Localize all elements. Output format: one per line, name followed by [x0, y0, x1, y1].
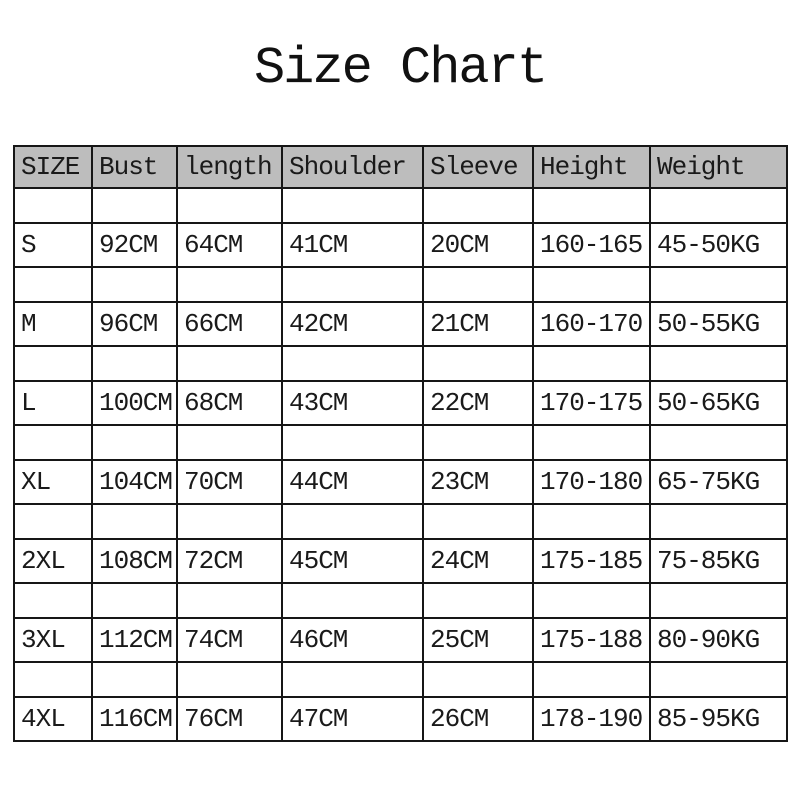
spacer-cell	[650, 188, 787, 223]
cell-shoulder: 45CM	[282, 539, 423, 583]
column-header-shoulder: Shoulder	[282, 146, 423, 188]
spacer-cell	[14, 583, 92, 618]
column-header-weight: Weight	[650, 146, 787, 188]
cell-size: L	[14, 381, 92, 425]
spacer-row	[14, 583, 787, 618]
spacer-cell	[92, 504, 177, 539]
spacer-cell	[282, 583, 423, 618]
cell-size: S	[14, 223, 92, 267]
cell-weight: 85-95KG	[650, 697, 787, 741]
spacer-row	[14, 267, 787, 302]
spacer-cell	[14, 267, 92, 302]
spacer-cell	[177, 267, 282, 302]
spacer-cell	[533, 346, 650, 381]
cell-bust: 92CM	[92, 223, 177, 267]
spacer-cell	[92, 583, 177, 618]
cell-size: 4XL	[14, 697, 92, 741]
cell-size: 2XL	[14, 539, 92, 583]
spacer-cell	[533, 188, 650, 223]
spacer-cell	[282, 346, 423, 381]
table-row-m	[14, 302, 787, 346]
spacer-cell	[650, 425, 787, 460]
column-header-length: length	[177, 146, 282, 188]
spacer-cell	[423, 504, 533, 539]
cell-height: 170-180	[533, 460, 650, 504]
spacer-cell	[177, 583, 282, 618]
cell-weight: 50-65KG	[650, 381, 787, 425]
table-row-2xl	[14, 539, 787, 583]
spacer-cell	[423, 346, 533, 381]
cell-length: 70CM	[177, 460, 282, 504]
cell-sleeve: 22CM	[423, 381, 533, 425]
cell-bust: 116CM	[92, 697, 177, 741]
cell-size: XL	[14, 460, 92, 504]
cell-sleeve: 20CM	[423, 223, 533, 267]
column-header-height: Height	[533, 146, 650, 188]
cell-shoulder: 46CM	[282, 618, 423, 662]
cell-shoulder: 43CM	[282, 381, 423, 425]
size-chart-body	[14, 188, 787, 741]
spacer-cell	[423, 583, 533, 618]
spacer-cell	[14, 188, 92, 223]
cell-height: 175-188	[533, 618, 650, 662]
spacer-cell	[650, 662, 787, 697]
spacer-cell	[282, 504, 423, 539]
table-row-s	[14, 223, 787, 267]
size-chart-table	[13, 145, 788, 742]
spacer-cell	[423, 662, 533, 697]
cell-height: 160-170	[533, 302, 650, 346]
spacer-cell	[533, 583, 650, 618]
table-row-l	[14, 381, 787, 425]
cell-length: 68CM	[177, 381, 282, 425]
page-title: Size Chart	[253, 39, 547, 98]
table-row-4xl	[14, 697, 787, 741]
spacer-cell	[282, 662, 423, 697]
spacer-cell	[282, 425, 423, 460]
cell-weight: 45-50KG	[650, 223, 787, 267]
spacer-row	[14, 188, 787, 223]
spacer-cell	[92, 188, 177, 223]
spacer-row	[14, 662, 787, 697]
spacer-cell	[14, 346, 92, 381]
cell-shoulder: 44CM	[282, 460, 423, 504]
spacer-cell	[650, 504, 787, 539]
spacer-row	[14, 425, 787, 460]
spacer-cell	[92, 662, 177, 697]
cell-weight: 75-85KG	[650, 539, 787, 583]
cell-size: 3XL	[14, 618, 92, 662]
cell-sleeve: 23CM	[423, 460, 533, 504]
cell-size: M	[14, 302, 92, 346]
table-row-xl	[14, 460, 787, 504]
cell-height: 170-175	[533, 381, 650, 425]
cell-length: 64CM	[177, 223, 282, 267]
column-header-size: SIZE	[14, 146, 92, 188]
cell-height: 175-185	[533, 539, 650, 583]
cell-bust: 96CM	[92, 302, 177, 346]
table-row-3xl	[14, 618, 787, 662]
column-header-bust: Bust	[92, 146, 177, 188]
cell-sleeve: 21CM	[423, 302, 533, 346]
cell-sleeve: 26CM	[423, 697, 533, 741]
spacer-cell	[423, 425, 533, 460]
spacer-cell	[650, 267, 787, 302]
spacer-cell	[92, 267, 177, 302]
spacer-cell	[533, 267, 650, 302]
spacer-cell	[92, 346, 177, 381]
spacer-cell	[177, 346, 282, 381]
spacer-cell	[533, 504, 650, 539]
spacer-cell	[533, 425, 650, 460]
cell-bust: 100CM	[92, 381, 177, 425]
cell-weight: 80-90KG	[650, 618, 787, 662]
cell-sleeve: 24CM	[423, 539, 533, 583]
spacer-cell	[14, 425, 92, 460]
spacer-cell	[282, 267, 423, 302]
cell-shoulder: 42CM	[282, 302, 423, 346]
spacer-cell	[177, 662, 282, 697]
cell-length: 72CM	[177, 539, 282, 583]
cell-height: 160-165	[533, 223, 650, 267]
cell-length: 66CM	[177, 302, 282, 346]
cell-bust: 104CM	[92, 460, 177, 504]
cell-bust: 112CM	[92, 618, 177, 662]
column-header-sleeve: Sleeve	[423, 146, 533, 188]
spacer-cell	[177, 188, 282, 223]
cell-sleeve: 25CM	[423, 618, 533, 662]
spacer-cell	[92, 425, 177, 460]
spacer-cell	[423, 267, 533, 302]
spacer-row	[14, 346, 787, 381]
cell-length: 74CM	[177, 618, 282, 662]
cell-length: 76CM	[177, 697, 282, 741]
spacer-cell	[177, 504, 282, 539]
cell-shoulder: 41CM	[282, 223, 423, 267]
spacer-cell	[650, 346, 787, 381]
spacer-row	[14, 504, 787, 539]
size-chart-header	[14, 146, 787, 188]
spacer-cell	[650, 583, 787, 618]
spacer-cell	[533, 662, 650, 697]
cell-weight: 65-75KG	[650, 460, 787, 504]
cell-weight: 50-55KG	[650, 302, 787, 346]
cell-shoulder: 47CM	[282, 697, 423, 741]
spacer-cell	[14, 504, 92, 539]
spacer-cell	[177, 425, 282, 460]
spacer-cell	[423, 188, 533, 223]
spacer-cell	[282, 188, 423, 223]
spacer-cell	[14, 662, 92, 697]
cell-height: 178-190	[533, 697, 650, 741]
header-row	[14, 146, 787, 188]
cell-bust: 108CM	[92, 539, 177, 583]
